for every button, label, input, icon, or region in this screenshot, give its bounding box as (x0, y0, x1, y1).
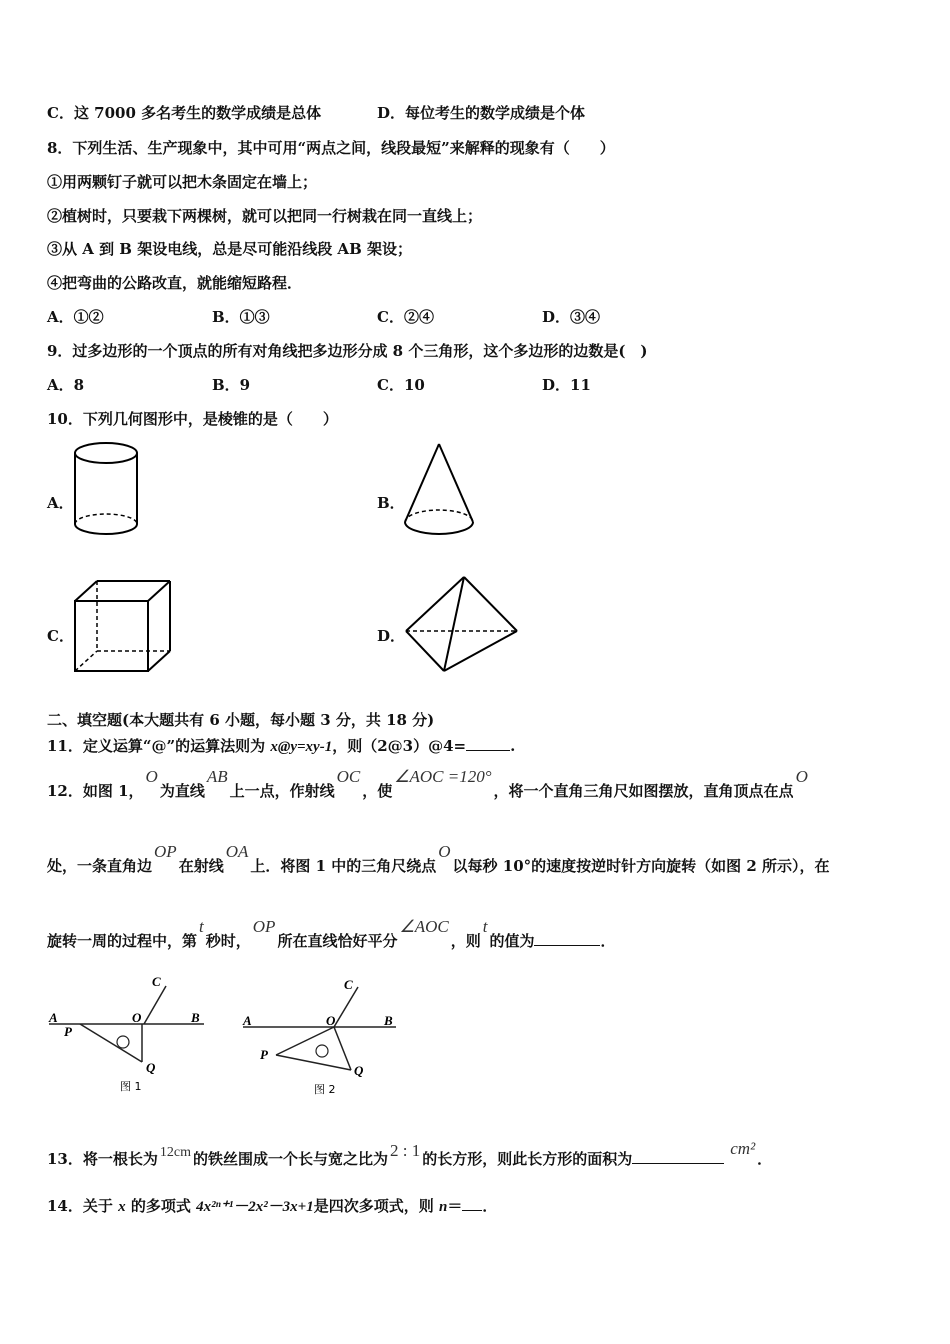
q12-math-9: t (199, 917, 204, 936)
q11-end: . (510, 737, 516, 755)
q11-answer-blank[interactable] (466, 736, 510, 751)
q9-option-c: C．10 (377, 376, 425, 394)
q12-text-6: 处，一条直角边 (47, 857, 153, 875)
q8-stem: 8．下列生活、生产现象中，其中可用“两点之间，线段最短”来解释的现象有（ ） (47, 139, 615, 157)
q14-polynomial: 4x²ⁿ⁺¹－2x²－3x+1 (196, 1199, 314, 1215)
pyramid-figure (400, 572, 524, 676)
q12-text-2: 为直线 (159, 782, 205, 800)
q14-var-n: n (438, 1199, 448, 1215)
q9-option-a: A．8 (47, 376, 85, 394)
fig2-label-c: C (344, 977, 353, 992)
q14-text-4: ＝ (447, 1197, 463, 1215)
q12-math-4: ∠AOC =120° (394, 767, 492, 786)
fig1-label-p: P (64, 1024, 72, 1039)
q11-pre: 11．定义运算“@”的运算法则为 (47, 737, 271, 755)
q9-option-d: D．11 (542, 376, 591, 394)
q12-text-4: ，使 (362, 782, 393, 800)
q8-item-2: ②植树时，只要栽下两棵树，就可以把同一行树栽在同一直线上； (47, 207, 483, 225)
q8-item-3: ③从 A 到 B 架设电线，总是尽可能沿线段 AB 架设； (47, 240, 412, 258)
q10-label-c: C． (47, 627, 74, 645)
fig1-label-q: Q (146, 1060, 156, 1075)
q12-text-8: 上．将图 1 中的三角尺绕点 (250, 857, 437, 875)
q8-option-c: C．②④ (377, 308, 434, 326)
q11-expr: x@y=xy-1 (270, 739, 333, 755)
q9-option-b: B．9 (212, 376, 251, 394)
q14-end: ． (482, 1197, 498, 1215)
q9-stem: 9．过多边形的一个顶点的所有对角线把多边形分成 8 个三角形，这个多边形的边数是( ) (47, 342, 648, 360)
q13-text-2: 的铁丝围成一个长与宽之比为 (192, 1150, 388, 1168)
q12-text-14: 的值为 (489, 932, 535, 950)
q12-line-3 (47, 917, 616, 951)
fig1-label-o: O (132, 1010, 142, 1025)
q12-math-11: ∠AOC (399, 917, 449, 936)
fig1-label-b: B (191, 1010, 200, 1025)
fig1-caption: 图 1 (120, 1080, 142, 1093)
q12-line-2 (47, 842, 830, 876)
q12-text-9: 以每秒 10°的速度按逆时针方向旋转（如图 2 所示），在 (452, 857, 830, 875)
q12-math-6: OP (154, 842, 177, 861)
figure-2 (238, 975, 408, 1103)
fig1-label-a: A (49, 1010, 58, 1025)
q14-text-3: 是四次多项式，则 (313, 1197, 439, 1215)
q13-text-1: 13．将一根长为 (47, 1150, 158, 1168)
q8-item-4: ④把弯曲的公路改直，就能缩短路程． (47, 274, 303, 292)
q13-answer-blank[interactable] (632, 1149, 724, 1164)
cylinder-figure (70, 438, 145, 542)
q13-math-3: cm² (730, 1139, 756, 1158)
q12-end: ． (600, 932, 616, 950)
q12-text-10: 旋转一周的过程中，第 (47, 932, 198, 950)
q13-text-3: 的长方形，则此长方形的面积为 (422, 1150, 633, 1168)
q13 (47, 1139, 773, 1169)
q8-option-d: D．③④ (542, 308, 601, 326)
q7-option-c: C．这 7000 多名考生的数学成绩是总体 (47, 104, 322, 122)
q8-option-a: A．①② (47, 308, 104, 326)
q7-option-d: D．每位考生的数学成绩是个体 (377, 104, 586, 122)
q10-label-d: D． (377, 627, 406, 645)
q12-math-2: AB (206, 767, 228, 786)
q12-line-1 (47, 767, 810, 801)
q14-answer-blank[interactable] (462, 1196, 482, 1211)
q12-math-12: t (482, 917, 488, 936)
q14-text-2: 的多项式 (125, 1197, 197, 1215)
q13-end: ． (757, 1150, 773, 1168)
fig2-label-q: Q (354, 1063, 364, 1078)
q12-text-1: 12．如图 1， (47, 782, 144, 800)
q12-text-13: ，则 (450, 932, 481, 950)
fig2-label-o: O (326, 1013, 336, 1028)
q13-math-2: 2 : 1 (390, 1141, 421, 1160)
fig2-label-p: P (260, 1047, 268, 1062)
q12-math-1: O (145, 767, 158, 786)
q12-text-7: 在射线 (178, 857, 224, 875)
q11 (47, 735, 515, 756)
fig2-label-b: B (384, 1013, 393, 1028)
q12-math-3: OC (336, 767, 361, 786)
q12-text-11: 秒时， (205, 932, 251, 950)
q14-var-x: x (118, 1199, 126, 1215)
q12-answer-blank[interactable] (534, 931, 600, 946)
cube-figure (70, 576, 176, 676)
q11-post: ，则（2@3）@4= (332, 737, 467, 755)
q10-stem: 10．下列几何图形中，是棱锥的是（ ） (47, 410, 338, 428)
fig2-caption: 图 2 (314, 1083, 336, 1096)
cone-figure (400, 440, 478, 540)
q12-text-12: 所在直线恰好平分 (277, 932, 398, 950)
q12-text-5: ，将一个直角三角尺如图摆放，直角顶点在点 (493, 782, 794, 800)
fig1-label-c: C (152, 974, 161, 989)
q12-text-3: 上一点，作射线 (229, 782, 335, 800)
q8-option-b: B．①③ (212, 308, 270, 326)
figure-1 (44, 972, 214, 1100)
q12-math-7: OA (225, 842, 249, 861)
fig2-label-a: A (243, 1013, 252, 1028)
q14 (47, 1195, 497, 1216)
q12-math-5: O (795, 767, 808, 786)
q14-text-1: 14．关于 (47, 1197, 119, 1215)
q10-label-a: A． (47, 494, 74, 512)
q12-math-8: O (438, 842, 451, 861)
q12-math-10: OP (252, 917, 276, 936)
q13-math-1: 12cm (159, 1145, 191, 1160)
section2-title: 二、填空题(本大题共有 6 小题，每小题 3 分，共 18 分) (47, 711, 435, 729)
q10-label-b: B． (377, 494, 405, 512)
q8-item-1: ①用两颗钉子就可以把木条固定在墙上； (47, 173, 318, 191)
